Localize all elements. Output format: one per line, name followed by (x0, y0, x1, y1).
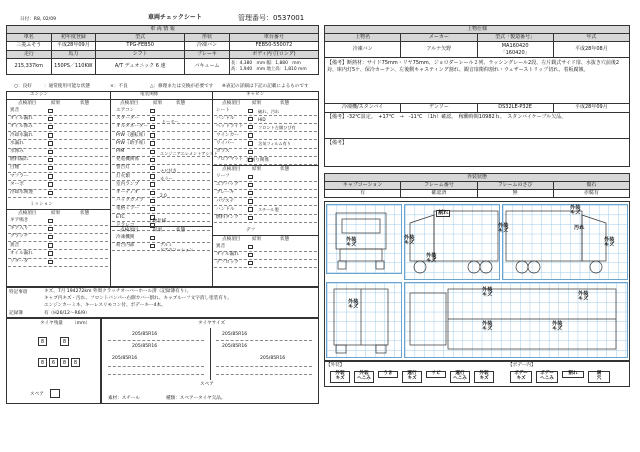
check-row-rule (8, 197, 108, 198)
tyre-depth-title: タイヤ残量 (40, 321, 63, 326)
cabin-h-item: 点検項目 (222, 101, 241, 106)
h-first-reg: 初年度登録 (51, 34, 96, 42)
electric-state-camera: カラー (160, 176, 173, 181)
upper-h-item: 点検項目 (120, 228, 139, 233)
check-item-label: ガラス (216, 149, 230, 154)
notes-left-label: 特記事項 (9, 290, 28, 295)
check-item-label: ハンドル (216, 116, 235, 122)
check-item-label: 室内ランプ (116, 181, 139, 187)
shift-speed: 6 速 (155, 62, 166, 69)
engine-title-rule (6, 99, 110, 100)
check-result-box[interactable] (48, 117, 53, 122)
engine-title: エンジン (30, 92, 49, 97)
reefer-maker: デンソー (401, 104, 477, 113)
damage-tag-crack-1: 割れ (438, 210, 449, 216)
check-item-label: オルタネーター (116, 124, 148, 130)
check-result-box[interactable] (248, 245, 253, 250)
check-result-box[interactable] (48, 174, 53, 179)
tyre-size-3: 205/85R16 (132, 344, 158, 349)
vehicle-shape: 冷凍バン (185, 42, 230, 51)
legend-note: ※表記の詳細は下記の記載によるものです (222, 84, 309, 89)
upper-spec-serial: 「160420」 (500, 49, 530, 56)
exterior-h-cab: キャブコーション (325, 182, 401, 190)
check-item-label: ハンドル (216, 206, 235, 212)
exterior-other: 赤腐有 (553, 190, 629, 198)
electric-state-heater: ヒーター (162, 119, 179, 124)
electric-title-rule (110, 99, 212, 100)
electric-h-state: 状態 (176, 101, 186, 106)
damage-tag-8: 外装 キズ (426, 253, 437, 265)
upper-state-inner2: ドアのコーション (160, 247, 194, 252)
upper-spec-memo2-cell (325, 139, 630, 167)
check-item-label: ブレーキ (216, 190, 235, 196)
damage-tag-2: 外装 キズ (346, 237, 357, 249)
diff-h-item: 点検項目 (222, 237, 241, 242)
check-item-label: 警告灯 (116, 165, 130, 171)
cabin-state-glass: 含気フィルム有り (258, 141, 291, 146)
damage-tag-5: 外装 キズ (570, 205, 581, 217)
tyre-size-title: タイヤサイズ (198, 321, 226, 326)
check-item-label: 異音 (10, 242, 20, 248)
legend-box: 外装 へこみ (354, 371, 374, 383)
check-result-box[interactable] (248, 183, 253, 188)
check-item-label: 燃料タンク (216, 215, 239, 220)
check-item-label: 電格ミラー (116, 206, 139, 212)
check-row-rule (8, 241, 108, 242)
check-row-rule (112, 213, 210, 214)
first-registration: 平成28年09月 (51, 42, 96, 51)
check-result-box[interactable] (48, 260, 53, 265)
electric-h-item: 点検項目 (120, 101, 139, 106)
check-item-label: 燃料漏れ (10, 157, 29, 163)
chassis-h-result: 結果 (252, 167, 262, 172)
exterior-title: 外装状態 (325, 174, 630, 182)
check-item-label: マフラー (10, 173, 29, 179)
sheet-title: 車両チェックシート (148, 14, 202, 21)
check-item-label: 冷却水関連 (10, 190, 33, 195)
truck-left-side-view (410, 211, 498, 273)
check-result-box[interactable] (150, 236, 155, 241)
check-item-label: オイル漏れ (216, 252, 239, 258)
notes-left-line1: キズ、7月 194272km 外周クラッチオーバーホール済（記録簿有り）。 (44, 289, 192, 294)
check-item-label: 発電機関係 (116, 157, 139, 163)
dim-height: 高：1,940 mm (230, 66, 266, 72)
check-item-label: ドラレコ (116, 222, 135, 228)
cabin-h-result: 結果 (252, 101, 262, 106)
legend-normal: ：通常使用可能な状態 (44, 84, 90, 89)
check-result-box[interactable] (248, 141, 253, 146)
check-result-box[interactable] (150, 244, 155, 249)
check-item-label: デフロック (216, 260, 239, 266)
check-result-box[interactable] (48, 141, 53, 146)
electric-state-etc: 2.0 (160, 193, 167, 198)
transmission-title-rule (6, 209, 110, 210)
tyre-front-right: 8 (60, 337, 69, 346)
transmission-h-item: 点検項目 (18, 211, 37, 216)
check-item-label: 灯火類 (116, 173, 130, 179)
h-brake: ブレーキ (185, 51, 230, 59)
check-item-label: ETC (116, 214, 125, 220)
dim-floor: 地上高：1,810 mm (266, 66, 307, 72)
check-result-box[interactable] (248, 133, 253, 138)
reefer-year: 平成28年09月 (553, 104, 629, 113)
check-item-label: ギア鳴き (10, 218, 29, 223)
damage-tag-3: 外装 キズ (404, 235, 415, 247)
body-dimensions (229, 59, 318, 75)
electric-h-result: 結果 (153, 101, 163, 106)
check-result-box[interactable] (248, 175, 253, 180)
tyre-size-divider (210, 328, 211, 380)
check-result-box[interactable] (248, 207, 253, 212)
chassis-number: FEB50-550072 (229, 42, 318, 51)
exterior-frame: 確認済 (401, 190, 477, 198)
shift-duonic: デュオニック (124, 62, 155, 69)
check-result-box[interactable] (48, 166, 53, 171)
check-item-label: ワイパー (216, 140, 235, 146)
upper-h-result: 結果 (153, 228, 163, 233)
upper-spec-memo2-label: 【備考】 (327, 140, 348, 146)
check-item-label: スターター (116, 116, 139, 122)
check-item-label: 異音 (216, 244, 226, 249)
tyre-size-dash-3 (108, 366, 204, 367)
check-item-label: オイル滲み (10, 124, 33, 130)
dim-width: 幅：1,880 mm (266, 60, 301, 66)
legend-box: ボデー へこみ (536, 371, 558, 383)
check-result-box[interactable] (48, 150, 53, 155)
record-book-label: 記録簿 (9, 311, 23, 316)
electric-title: 電装関係 (140, 92, 159, 97)
cabin-state-seat: 破れ、汚れ (258, 109, 280, 114)
check-item-label: エアコン (116, 108, 135, 113)
damage-tag-13: 外装 キズ (552, 321, 563, 333)
check-result-box[interactable] (150, 117, 155, 122)
exterior-h-tire: フレームのさび (477, 182, 553, 190)
check-item-label: 水滲み (10, 149, 24, 154)
check-item-label: 冷却水漏れ (10, 132, 33, 138)
check-row-rule (112, 148, 210, 149)
upper-state-inner: アルミ (160, 242, 173, 247)
check-row-rule (8, 164, 108, 165)
check-item-label: パワステ (216, 198, 235, 204)
upper-title: 上物仕様 (148, 219, 167, 224)
diff-h-result: 結果 (252, 237, 262, 242)
check-result-box[interactable] (150, 174, 155, 179)
truck-rear-view (334, 289, 388, 353)
diff-title-rule (212, 235, 319, 236)
tyre-size-5: 205/85R16 (112, 356, 138, 361)
check-result-box[interactable] (150, 133, 155, 138)
check-item-label: 異音 (10, 108, 20, 113)
h-shape: 形状 (185, 34, 230, 42)
transmission-h-state: 状態 (80, 211, 90, 216)
tyre-size-dash-5 (108, 374, 204, 375)
upper-spec-model-cell (477, 42, 553, 58)
check-result-box[interactable] (248, 216, 253, 221)
cabin-state-winker: フロント左側ひび有 (258, 125, 296, 130)
mileage: 215,337km (7, 59, 52, 75)
exterior-h-other: 傷石 (553, 182, 629, 190)
check-result-box[interactable] (248, 109, 253, 114)
tyre-rear-3: 8 (60, 358, 69, 367)
tyre-spare-label: スペア (30, 392, 44, 397)
legend-box: 外装 キズ (330, 371, 350, 383)
truck-front-view (336, 213, 386, 269)
tyre-size-dash-4 (216, 366, 312, 367)
check-item-label: オイル漏れ (10, 116, 33, 122)
legend-body-title: 【ボデー内】 (508, 363, 536, 368)
damage-tag-11: 外装 キズ (578, 291, 589, 303)
legend-box: ボデー キズ (510, 371, 532, 383)
tyre-front-left: 8 (38, 337, 47, 346)
check-item-label: フロアマット (216, 157, 244, 163)
check-result-box[interactable] (48, 251, 53, 256)
check-result-box[interactable] (150, 150, 155, 155)
tyre-size-6: 205/85R16 (260, 356, 286, 361)
truck-diagram-svg (324, 201, 630, 361)
upper-title-rule (110, 226, 212, 227)
upper-spec-table (324, 25, 630, 167)
check-result-box[interactable] (48, 109, 53, 114)
check-result-box[interactable] (48, 235, 53, 240)
col-divider-1 (110, 91, 111, 287)
check-item-label: クラッチ (10, 234, 29, 240)
legend-defect: ×：不良 (110, 84, 128, 89)
h-name: 車名 (7, 34, 52, 42)
legend-box: うき (378, 371, 398, 378)
check-result-box[interactable] (150, 191, 155, 196)
chassis-title: 足回り関係 (246, 158, 269, 163)
engine-h-state: 状態 (80, 101, 90, 106)
upper-spec-h-name: 上物名 (325, 34, 401, 42)
reefer-name: 冷凍機/スタンバイ (325, 104, 401, 113)
upper-spec-h-model: 型式「製造番号」 (477, 34, 553, 42)
tyre-size-dash-2 (216, 340, 312, 341)
check-result-box[interactable] (150, 125, 155, 130)
check-row-rule (214, 222, 317, 223)
check-item-label: ヘッドライト (216, 124, 244, 130)
vehicle-info-title: 車 両 情 報 (7, 26, 319, 34)
upper-spec-memo-cell (325, 58, 630, 104)
upper-spec-title: 上物仕様 (325, 26, 630, 34)
check-item-label: エアバッグ (216, 182, 239, 188)
h-chassis: 車台番号 (229, 34, 318, 42)
check-item-label: P/M (116, 149, 125, 154)
damage-tag-12: 外装 キズ (482, 321, 493, 333)
check-item-label: P/W（助手席） (116, 140, 148, 146)
vehicle-name: 三菱ふそう (7, 42, 52, 51)
legend-box: 外装 キズ (474, 371, 494, 383)
legend-outer-title: 【外装】 (326, 363, 345, 368)
check-result-box[interactable] (48, 125, 53, 130)
check-result-box[interactable] (150, 166, 155, 171)
check-result-box[interactable] (248, 253, 253, 258)
h-power: 馬力 (51, 51, 96, 59)
check-item-label: 冷凍機関 (116, 235, 135, 240)
check-result-box[interactable] (48, 243, 53, 248)
diff-h-state: 状態 (280, 237, 290, 242)
diff-title: デフ (246, 228, 256, 233)
check-result-box[interactable] (248, 117, 253, 122)
tyre-size-4: 205/85R16 (222, 344, 248, 349)
tyre-rear-4: 8 (71, 358, 80, 367)
truck-right-side-view (506, 211, 606, 273)
damage-tag-7: 外装 キズ (604, 237, 615, 249)
legend-box: 運行 へこみ (450, 371, 470, 383)
upper-spec-memo-label: 【備考】 (327, 60, 348, 66)
legend-box: 運行 キズ (402, 371, 422, 383)
tyre-spare-note: 種類：スペアータイヤ欠品。 (166, 396, 226, 401)
check-item-label: 荷台内部 (116, 243, 135, 249)
chassis-h-state: 状態 (280, 167, 290, 172)
transmission-title: ミッション (30, 202, 53, 207)
check-item-label: 水漏れ (10, 140, 24, 146)
reefer-memo-label: 【備考】 (327, 114, 348, 120)
tyre-size-dash-1 (108, 340, 204, 341)
upper-spec-name: 冷凍バン (325, 42, 401, 58)
reefer-memo: -32℃設定。 +17℃ → -11℃ （1h）確認。 稼働時間10982ｈ。 スタンバイケーブル欠品。 (347, 114, 567, 120)
vehicle-info-table (6, 25, 319, 75)
check-item-label: オイル漏れ (10, 250, 33, 256)
record-book-value: 有（H26/12〜R6/9） (44, 311, 90, 316)
cabin-h-state: 状態 (280, 101, 290, 106)
reefer-model: DS32LE-P32E (477, 104, 553, 113)
check-result-box[interactable] (48, 227, 53, 232)
legend-good: ○：良好 (14, 84, 32, 89)
h-model: 型式 (96, 34, 185, 42)
check-item-label: ウインカー (216, 132, 239, 138)
upper-h-state: 状態 (176, 228, 186, 233)
h-mileage: 走行 (7, 51, 52, 59)
engine-h-result: 結果 (51, 101, 61, 106)
check-result-box[interactable] (248, 125, 253, 130)
check-row-rule (214, 267, 317, 268)
vehicle-model: TPG-FEB50 (96, 42, 185, 51)
legend-box: サビ (426, 371, 446, 378)
tyre-size-2: 205/85R16 (222, 332, 248, 337)
tyre-wheel-material: 素材：スチール (108, 396, 140, 401)
check-item-label: リーフ (216, 174, 230, 179)
transmission-h-result: 結果 (51, 211, 61, 216)
exterior-table (324, 173, 630, 198)
exterior-tire: 無 (477, 190, 553, 198)
chassis-state-tank: スチール製 (258, 207, 279, 212)
check-result-box[interactable] (150, 207, 155, 212)
electric-state-navi: ナビ付き (160, 168, 177, 173)
col-divider-2 (212, 91, 213, 287)
management-number: 管理番号：0537001 (238, 14, 305, 22)
upper-spec-year: 平成28年08月 (553, 42, 629, 58)
check-result-box[interactable] (150, 182, 155, 187)
check-result-box[interactable] (48, 191, 53, 196)
check-result-box[interactable] (248, 199, 253, 204)
legend-box: 腐 穴 (588, 371, 610, 383)
notes-left-line3: エンジンカーミネ、キーレスリモコン付、ボデーキー4本。 (44, 303, 166, 308)
upper-spec-model: MA160420 (501, 42, 529, 49)
check-item-label: ギア入り (10, 226, 29, 232)
upper-spec-maker: アルナ矢野 (401, 42, 477, 58)
check-result-box[interactable] (48, 219, 53, 224)
damage-tag-dirt: 汚れ (574, 225, 585, 231)
legend-box: 割れ (562, 371, 584, 378)
upper-spec-h-year: 年式 (553, 34, 629, 42)
tyre-rear-2: 6 (49, 358, 58, 367)
upper-spec-memo: 断熱材：サイド75mm・リヤ75mm、ジョロダーレール２列、ラッシングレール2段、左片観式サイド扉、水抜き穴前後2対、庫内灯5ケ、保冷カーテン、左後側キャスティング割れ、観音扉衛仰割れ・ウェザーストリップ切れ、着板腐蝕。 (327, 60, 620, 73)
check-item-label: リターダ (10, 259, 29, 264)
cabin-title: キャビン (246, 92, 265, 97)
damage-tag-10: 外装 キズ (482, 287, 493, 299)
exterior-cab: 有 (325, 190, 401, 198)
check-item-label: シート (216, 108, 230, 113)
check-item-label: 白煙 (10, 165, 20, 171)
check-result-box[interactable] (248, 150, 253, 155)
check-result-box[interactable] (248, 191, 253, 196)
tyre-size-dash-6 (216, 374, 312, 375)
shift-cell (96, 59, 185, 75)
reefer-memo-cell (325, 113, 630, 139)
tyre-spare-box (50, 389, 60, 398)
chassis-title-rule (212, 165, 319, 166)
h-body-dim: ボディ内寸(ロング) (229, 51, 318, 59)
check-result-box[interactable] (150, 141, 155, 146)
date-text: 日付：R8, 02/09 (20, 17, 57, 22)
tyre-size-spare-label: スペア (200, 382, 214, 387)
legend-repair: △：修理または交換が必要です (150, 84, 214, 89)
brake-type: バキューム (185, 59, 230, 75)
check-result-box[interactable] (150, 109, 155, 114)
tyre-depth-unit: （mm） (72, 321, 91, 326)
check-row-rule (8, 266, 108, 267)
upper-spec-h-maker: メーカー (401, 34, 477, 42)
damage-tag-4: 外装 キズ (498, 223, 509, 235)
chassis-h-item: 点検項目 (222, 167, 241, 172)
check-item-label: オーディオ (116, 190, 139, 195)
cabin-state-headlight: HID (258, 117, 266, 122)
exterior-h-frame: フレーム番号 (401, 182, 477, 190)
check-result-box[interactable] (48, 182, 53, 187)
damage-tag-9: 外装 キズ (348, 299, 359, 311)
check-result-box[interactable] (248, 261, 253, 266)
check-result-box[interactable] (150, 158, 155, 163)
engine-h-item: 点検項目 (18, 101, 37, 106)
notes-left-line2: キャブ内キズ・汚れ、フロントバンパー右側カバー割れ、キャブルーフ文字消し塗装有り。 (44, 296, 232, 301)
tyre-rear-1: 8 (38, 358, 47, 367)
electric-state-warning: エンジニアエレメントアシスト (160, 151, 218, 156)
power: 150PS／110KW (51, 59, 96, 75)
shift-at: A/T (114, 62, 124, 69)
check-item-label: ターボ (10, 181, 24, 187)
check-item-label: P/W（運転席） (116, 132, 148, 138)
cabin-title-rule (212, 99, 319, 100)
check-item-label: バックカメラ (116, 198, 144, 204)
check-result-box[interactable] (150, 199, 155, 204)
h-shift: シフト (96, 51, 185, 59)
tyre-size-1: 205/85R16 (132, 332, 158, 337)
check-result-box[interactable] (48, 133, 53, 138)
dim-length: 長：4,380 mm (230, 60, 266, 66)
check-result-box[interactable] (48, 158, 53, 163)
